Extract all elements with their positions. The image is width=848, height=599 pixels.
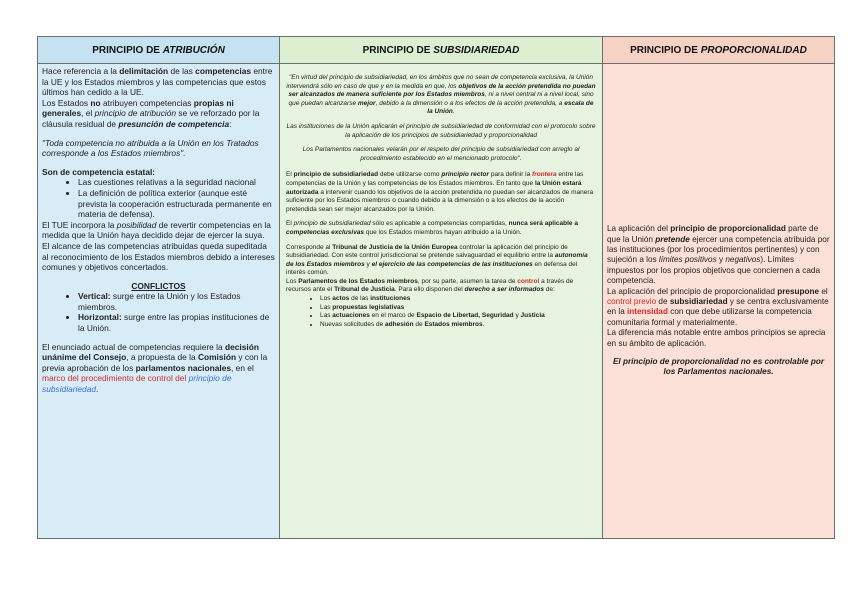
list-item: • Los actos de las instituciones [320, 295, 596, 304]
list-item: • Vertical: surge entre la Unión y los Estados miembros. [78, 291, 275, 312]
list-item: • La definición de política exterior (aunque esté prevista la cooperación estructurada permanente en materia de defensa). [78, 188, 275, 220]
atribucion-quote: "Toda competencia no atribuida a la Unión en los Tratados corresponde a los Estados miembros". [42, 137, 259, 159]
proporcionalidad-diferencia: La diferencia más notable entre ambos principios se aprecia en su ámbito de aplicación. [607, 328, 826, 348]
proporcionalidad-presupone: La aplicación del principio de proporcionalidad presupone el control previo de subsidiariedad y se centra exclusivamente en la intensidad con que debe utilizarse la competencia comunitaria formal y materialmente. [607, 286, 829, 327]
atribucion-enunciado: El enunciado actual de competencias requiere la decisión unánime del Consejo, a propuesta de la Comisión y con la previa aprobación de los parlamentos nacionales, en el marco del procedimiento de control del principio de subsidiariedad. [42, 341, 268, 395]
header-subsidiariedad: PRINCIPIO DE SUBSIDIARIEDAD [280, 37, 603, 64]
proporcionalidad-nota: El principio de proporcionalidad no es controlable por los Parlamentos nacionales. [612, 357, 825, 377]
subsidiariedad-quote-2: Las instituciones de la Unión aplicarán el principio de subsidiariedad de conformidad con el protocolo sobre la aplicación de los principios de subsidiariedad y proporcionalidad [286, 122, 596, 139]
header-proporcionalidad: PRINCIPIO DE PROPORCIONALIDAD [603, 37, 835, 64]
list-item: • Las propuestas legislativas [320, 304, 596, 313]
principles-table [37, 36, 835, 539]
conflictos-title: CONFLICTOS [131, 280, 186, 291]
subsidiariedad-quote-1: "En virtud del principio de subsidiariedad, en los ámbitos que no sean de competencia exclusiva, la Unión intervendrá sólo en caso de que y en la medida en que, los objetivos de la acción pretendida no puedan ser alcanzados de manera suficiente por los Estados miembros, ni a nivel central ni a nivel local, sino que puedan alcanzarse mejor, debido a la dimensión o a los efectos de la acción pretendida, a escala de la Unión. [286, 74, 596, 116]
estatal-title: Son de competencia estatal: [42, 166, 156, 177]
list-item: • Nuevas solicitudes de adhesión de Estados miembros. [320, 321, 596, 330]
header-atribucion: PRINCIPIO DE ATRIBUCIÓN [38, 37, 280, 64]
proporcionalidad-aplicacion: La aplicación del principio de proporcionalidad parte de que la Unión pretende ejercer una competencia atribuida por las instituciones (por los procedimientos pertinentes) y con sujeción a los límites positivos y negativos). Límites impuestos por los propios objetivos que conciernen a cada competencia. [607, 224, 830, 286]
estatal-list [42, 177, 275, 219]
list-item: • Las actuaciones en el marco de Espacio de Libertad, Seguridad y Justicia [320, 312, 596, 321]
atribucion-revertir: El TUE incorpora la posibilidad de revertir competencias en la medida que la Unión haya decidido dejar de ejercer la suya. [42, 219, 271, 241]
cell-proporcionalidad [603, 64, 835, 539]
conflictos-list [42, 291, 275, 333]
list-item: • Las cuestiones relativas a la seguridad nacional [78, 177, 275, 188]
list-item: • Horizontal: surge entre las propias instituciones de la Unión. [78, 312, 275, 333]
subsidiariedad-rector: El principio de subsidiariedad debe utilizarse como principio rector para definir la frontera entre las competencias de la Unión y las competencias de los Estados miembros. En tanto que la Unión estará autorizada a intervenir cuando los objetivos de la acción pretendida no puedan ser alcanzados de manera suficiente por los Estados miembros o cuando debido a la dimensión o a los efectos de la acción pretendida sean ser mejor alcanzados por la Unión. [286, 171, 594, 213]
atribucion-intro: Hace referencia a la delimitación de las competencias entre la UE y los Estados miembros y las competencias que estos últimos han cedido a la UE. [42, 66, 273, 98]
subsidiariedad-quote-3: Los Parlamentos nacionales velarán por el respeto del principio de subsidiariedad con arreglo al procedimiento establecido en el mencionado protocolo". [302, 146, 580, 162]
subsidiariedad-tribunal: Corresponde al Tribunal de Justicia de la Unión Europea controlar la aplicación del principio de subsidiariedad. Con este control jurisdiccional se pretende salvaguardad el equilibrio entre la autonomía de los Estados miembros y el ejercicio de las competencias de las instituciones en defensa del interés común. [286, 243, 588, 277]
atribucion-estados: Los Estados no atribuyen competencias propias ni generales, el principio de atribución se ve reforzado por la cláusula residual de presunción de competencia: [42, 97, 260, 129]
subsidiariedad-parlamentos: Los Parlamentos de los Estados miembros, por su parte, asumen la tarea de control a través de recursos ante el Tribunal de Justicia. Para ello disponen del derecho a ser informados de: [286, 277, 574, 294]
cell-atribucion [38, 64, 280, 539]
subsidiariedad-compartidas: El principio de subsidiariedad sólo es aplicable a competencias compartidas, nunca será aplicable a competencias exclusivas que los Estados miembros hayan atribuido a la Unión. [286, 220, 578, 236]
derecho-list [286, 295, 596, 329]
cell-subsidiariedad [280, 64, 603, 539]
atribucion-alcance: El alcance de las competencias atribuidas queda supeditada al reconocimiento de los Estados miembros debido a intereses comunes y objetivos concertados. [42, 240, 275, 273]
